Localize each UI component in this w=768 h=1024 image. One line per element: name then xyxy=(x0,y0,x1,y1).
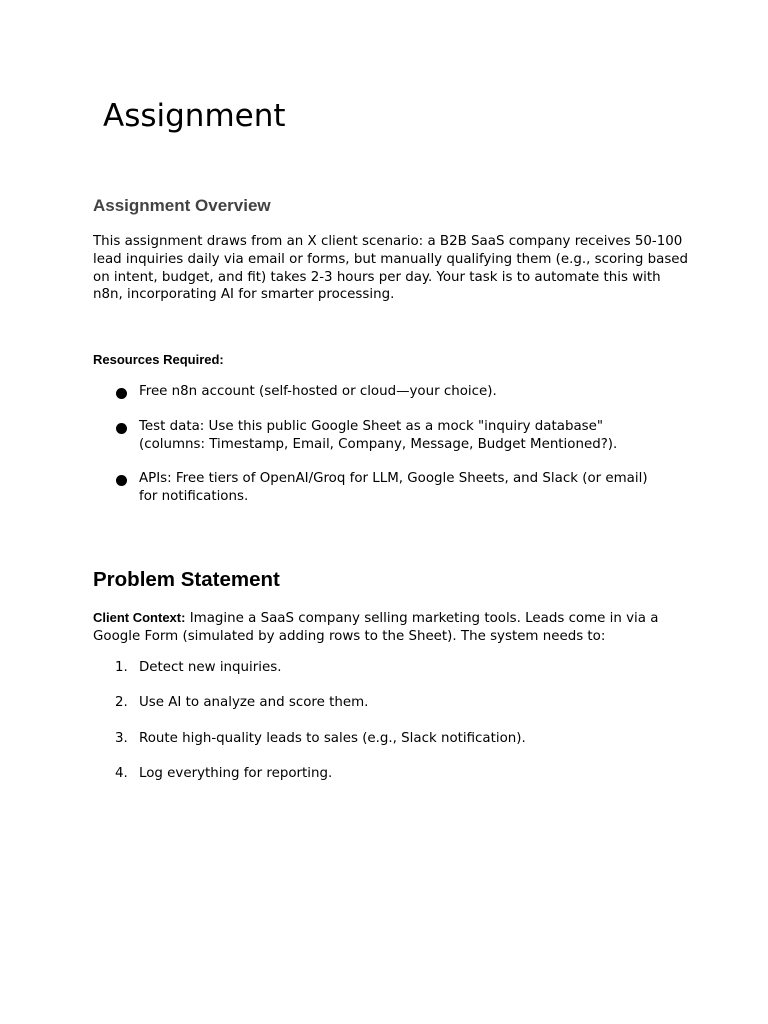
step-text: Use AI to analyze and score them. xyxy=(139,695,369,711)
step-text: Route high-quality leads to sales (e.g., Slack notification). xyxy=(139,730,526,746)
resource-item xyxy=(93,470,653,506)
step-text: Detect new inquiries. xyxy=(139,660,282,675)
context-text: Imagine a SaaS company selling marketing tools. Leads come in via a Google Form (simulated by adding rows to the Sheet). The system needs to: xyxy=(93,611,659,644)
document-title: Assignment xyxy=(103,98,286,134)
step-number: 4. xyxy=(115,766,128,782)
step-number: 3. xyxy=(115,730,128,746)
step-item xyxy=(93,694,653,712)
step-item xyxy=(93,730,653,748)
resource-item-text: APIs: Free tiers of OpenAI/Groq for LLM, Google Sheets, and Slack (or email) for notifications. xyxy=(139,471,648,505)
context-label: Client Context: xyxy=(93,610,186,625)
resource-item-text: Test data: Use this public Google Sheet as a mock "inquiry database" (columns: Timestamp, Email, Company, Message, Budget Mentioned?). xyxy=(139,418,618,452)
step-number: 1. xyxy=(115,660,128,675)
bullet-icon xyxy=(116,388,127,399)
overview-heading: Assignment Overview xyxy=(93,196,271,215)
resource-item-text: Free n8n account (self-hosted or cloud—your choice). xyxy=(139,384,497,399)
resources-list xyxy=(93,383,653,523)
resource-item xyxy=(93,418,653,454)
steps-list xyxy=(93,659,653,801)
resources-label: Resources Required: xyxy=(93,352,224,367)
step-text: Log everything for reporting. xyxy=(139,766,333,782)
context-paragraph xyxy=(93,609,693,646)
bullet-icon xyxy=(116,423,127,434)
resource-item xyxy=(93,383,653,401)
bullet-icon xyxy=(116,475,127,486)
problem-heading: Problem Statement xyxy=(93,568,280,591)
step-item xyxy=(93,659,653,677)
step-item xyxy=(93,765,653,783)
step-number: 2. xyxy=(115,695,128,711)
overview-paragraph: This assignment draws from an X client scenario: a B2B SaaS company receives 50-100 lead inquiries daily via email or forms, but manually qualifying them (e.g., scoring based on intent, budget, and fit) takes 2-3 hours per day. Your task is to automate this with n8n, incorporating AI for smarter processing. xyxy=(93,234,689,303)
